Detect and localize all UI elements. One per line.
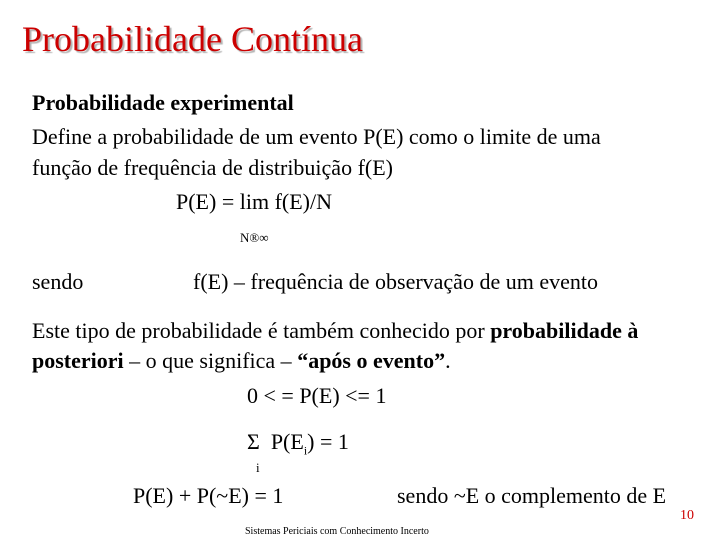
sendo-label: sendo [32,269,84,294]
paragraph-line-2 [32,348,451,374]
formula-sum-index: i [256,460,260,475]
complement-note: sendo ~E o complemento de E [397,483,667,508]
formula-sum-subscript: i [303,443,308,458]
formula-sum-lhs: P(E [270,429,304,454]
page-number: 10 [680,508,694,523]
paragraph-line-2-end: . [445,348,451,373]
definition-line-1: Define a probabilidade de um evento P(E) como o limite de uma [32,124,601,149]
section-heading: Probabilidade experimental [32,90,294,115]
definition-line-2: função de frequência de distribuição f(E) [32,155,393,180]
sendo-description: f(E) – frequência de observação de um evento [193,269,598,294]
formula-sum [247,429,349,458]
formula-limit-subscript: N®∞ [240,230,269,245]
formula-complement: P(E) + P(~E) = 1 [133,483,284,508]
formula-limit-main: P(E) = lim f(E)/N [176,189,332,214]
paragraph-line-1 [32,318,638,344]
footer-text: Sistemas Periciais com Conhecimento Incerto [245,526,429,537]
paragraph-line-2-bold-a: posteriori [32,348,124,373]
paragraph-line-2-text: – o que significa – [123,348,298,373]
paragraph-line-2-bold-b: “após o evento” [297,348,446,373]
formula-range: 0 < = P(E) <= 1 [247,383,387,408]
sigma-symbol: Σ [247,429,260,454]
paragraph-line-1-text: Este tipo de probabilidade é também conhecido por [32,318,491,343]
paragraph-line-1-bold: probabilidade à [490,318,639,343]
slide-title: Probabilidade Contínua [22,19,363,59]
formula-sum-rhs: ) = 1 [307,429,349,454]
